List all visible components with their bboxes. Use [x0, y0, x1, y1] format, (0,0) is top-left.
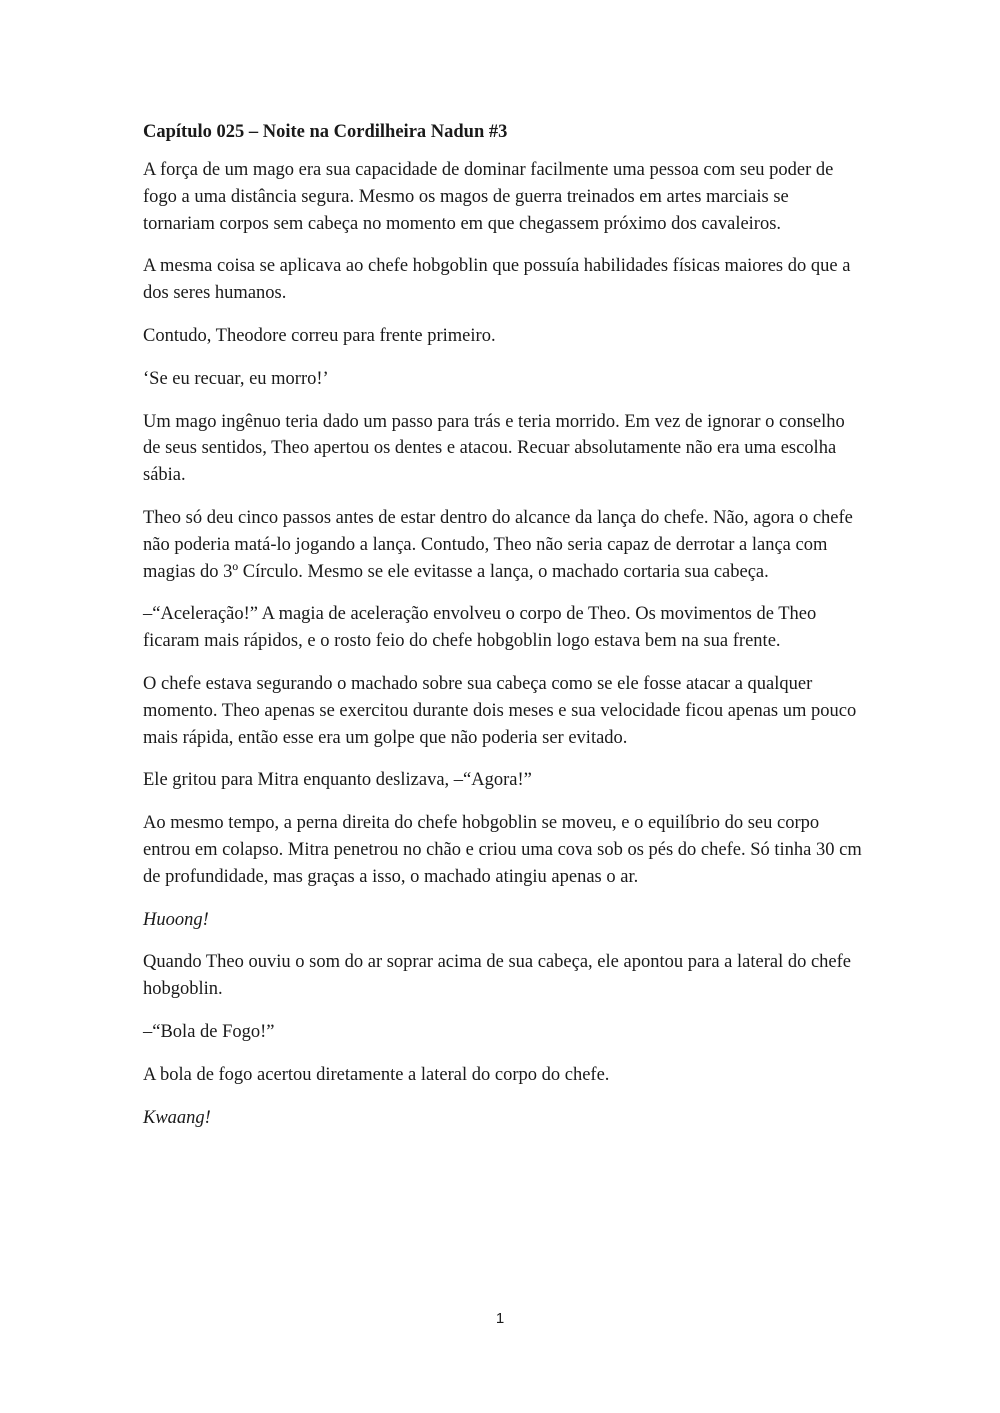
- paragraph: Theo só deu cinco passos antes de estar dentro do alcance da lança do chefe. Não, agora o chefe não poderia matá-lo jogando a lança. Contudo, Theo não seria capaz de derrotar a lança com magias do 3º Círculo. Mesmo se ele evitasse a lança, o machado cortaria sua cabeça.: [143, 507, 853, 582]
- paragraph: A mesma coisa se aplicava ao chefe hobgoblin que possuía habilidades físicas maiores do que a dos seres humanos.: [143, 256, 851, 304]
- page-number: 1: [495, 1310, 505, 1327]
- paragraph: –“Aceleração!” A magia de aceleração envolveu o corpo de Theo. Os movimentos de Theo ficaram mais rápidos, e o rosto feio do chefe hobgoblin logo estava bem na sua frente.: [143, 604, 817, 652]
- paragraph: –“Bola de Fogo!”: [143, 1021, 275, 1042]
- sound-effect-paragraph: Kwaang!: [143, 1107, 211, 1128]
- paragraph: Um mago ingênuo teria dado um passo para trás e teria morrido. Em vez de ignorar o conselho de seus sentidos, Theo apertou os dentes e atacou. Recuar absolutamente não era uma escolha sábia.: [143, 411, 845, 486]
- paragraph: Ao mesmo tempo, a perna direita do chefe hobgoblin se moveu, e o equilíbrio do seu corpo entrou em colapso. Mitra penetrou no chão e criou uma cova sob os pés do chefe. Só tinha 30 cm de profundidade, mas graças a isso, o machado atingiu apenas o ar.: [143, 813, 862, 887]
- paragraph: O chefe estava segurando o machado sobre sua cabeça como se ele fosse atacar a qualquer momento. Theo apenas se exercitou durante dois meses e sua velocidade ficou apenas um pouco mais rápida, então esse era um golpe que não poderia ser evitado.: [143, 673, 857, 748]
- sound-effect-paragraph: Huoong!: [143, 909, 209, 930]
- paragraph: Contudo, Theodore correu para frente primeiro.: [143, 325, 496, 346]
- paragraph: ‘Se eu recuar, eu morro!’: [143, 368, 329, 389]
- paragraph: Ele gritou para Mitra enquanto deslizava, –“Agora!”: [143, 770, 532, 791]
- page-content: [143, 119, 863, 1147]
- paragraph: Quando Theo ouviu o som do ar soprar acima de sua cabeça, ele apontou para a lateral do chefe hobgoblin.: [143, 952, 852, 1000]
- chapter-title: Capítulo 025 – Noite na Cordilheira Nadun #3: [143, 122, 508, 142]
- paragraph: A bola de fogo acertou diretamente a lateral do corpo do chefe.: [143, 1064, 610, 1085]
- paragraph: A força de um mago era sua capacidade de dominar facilmente uma pessoa com seu poder de fogo a uma distância segura. Mesmo os magos de guerra treinados em artes marciais se tornariam corpos sem cabeça no momento em que chegassem próximo dos cavaleiros.: [143, 160, 834, 234]
